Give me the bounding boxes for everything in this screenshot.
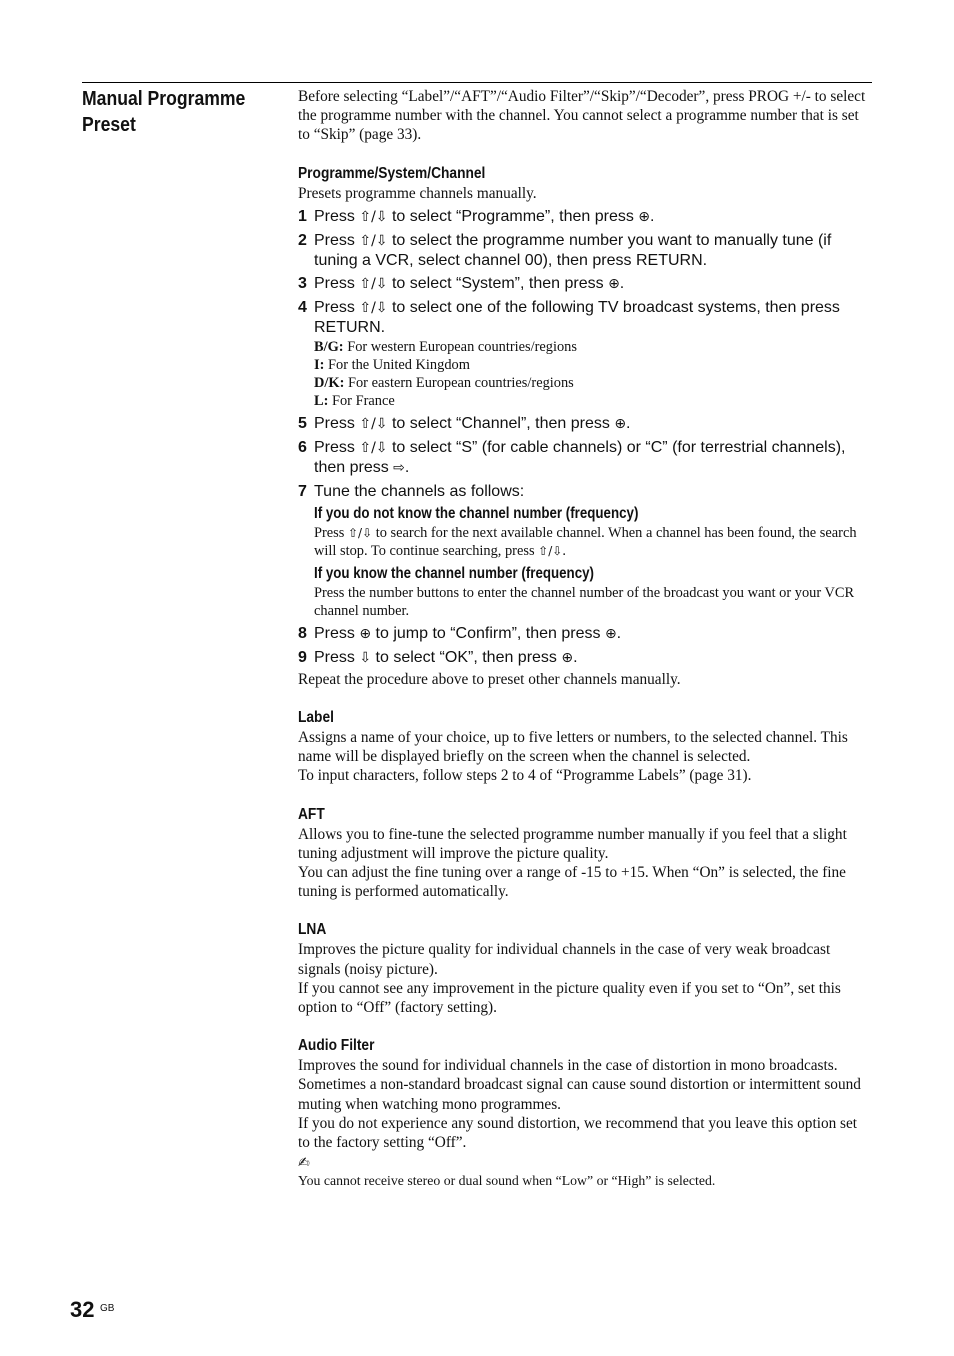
page-suffix: GB: [100, 1303, 115, 1314]
enter-button-icon: ⊕: [638, 208, 651, 225]
step-number: 4: [298, 298, 307, 316]
pscs-section: [298, 164, 871, 689]
lna-p1: Improves the picture quality for individual channels in the case of very weak broadcast signals (noisy picture).: [298, 941, 831, 978]
step-number: 9: [298, 648, 307, 666]
system-code: L:: [314, 392, 329, 409]
page-number: 32: [70, 1297, 95, 1322]
enter-button-icon: ⊕: [614, 415, 627, 432]
unknown-freq-text: [314, 524, 871, 560]
step-text: to select “System”, then press: [387, 274, 609, 292]
system-list: [314, 338, 871, 410]
lna-p2: If you cannot see any improvement in the picture quality even if you set to “On”, set this option to “Off” (factory setting).: [298, 979, 841, 1017]
audio-filter-p2: If you do not experience any sound distortion, we recommend that you leave this option set to the factory setting “Off”.: [298, 1114, 858, 1152]
step-number: 3: [298, 274, 307, 292]
known-freq-heading: If you know the channel number (frequency): [314, 564, 594, 582]
up-down-arrow-icon: ⇧/⇩: [347, 525, 373, 540]
aft-heading: AFT: [298, 805, 325, 823]
label-p2: To input characters, follow steps 2 to 4 of “Programme Labels” (page 31).: [298, 767, 752, 785]
main-content: [298, 87, 871, 1190]
audio-filter-note: You cannot receive stereo or dual sound when “Low” or “High” is selected.: [298, 1173, 716, 1189]
unknown-freq-heading: If you do not know the channel number (frequency): [314, 504, 639, 522]
step-text: Press: [314, 207, 360, 225]
system-desc: For western European countries/regions: [343, 338, 577, 355]
right-arrow-icon: ⇨: [393, 459, 405, 476]
audio-filter-heading: Audio Filter: [298, 1037, 375, 1055]
system-item: [314, 338, 871, 356]
aft-p2: You can adjust the fine tuning over a range of -15 to +15. When “On” is selected, the fine tuning is performed automatically.: [298, 864, 846, 901]
step-7: [298, 482, 871, 501]
top-rule: [82, 82, 872, 83]
step-1: [298, 207, 871, 227]
up-down-arrow-icon: ⇧/⇩: [359, 299, 388, 316]
step-text: Tune the channels as follows:: [314, 482, 525, 500]
enter-button-icon: ⊕: [608, 275, 620, 292]
system-item: [314, 374, 871, 392]
up-down-arrow-icon: ⇧/⇩: [359, 208, 388, 225]
step-text: Press: [314, 624, 360, 642]
step-text: .: [650, 207, 655, 225]
step-text: to select “Channel”, then press: [387, 414, 615, 432]
step-text: .: [616, 624, 622, 642]
known-freq-text: Press the number buttons to enter the channel number of the broadcast you want or your VCR channel number.: [314, 584, 855, 619]
aft-section: [298, 805, 871, 902]
system-item: [314, 392, 871, 410]
step-9: [298, 648, 871, 668]
step-text: Press: [314, 414, 360, 432]
tune-text: .: [562, 542, 566, 559]
step-text: to jump to “Confirm”, then press: [371, 624, 605, 642]
tune-text: to search for the next available channel. When a channel has been found, the search will stop. To continue searching, press: [314, 524, 857, 559]
pscs-desc: Presets programme channels manually.: [298, 184, 537, 202]
tune-text: Press: [314, 524, 348, 541]
step-text: .: [573, 648, 578, 666]
step-text: .: [404, 458, 410, 476]
intro-text: Before selecting “Label”/“AFT”/“Audio Filter”/“Skip”/“Decoder”, press PROG +/- to select the programme number with the channel. You cannot select a programme number that is set to “Skip” (page 33).: [298, 88, 866, 144]
up-down-arrow-icon: ⇧/⇩: [359, 232, 388, 249]
up-down-arrow-icon: ⇧/⇩: [359, 415, 388, 432]
system-desc: For the United Kingdom: [324, 356, 470, 373]
system-desc: For France: [328, 392, 395, 409]
step-number: 6: [298, 438, 307, 456]
system-code: D/K:: [314, 374, 345, 391]
step-text: .: [626, 414, 631, 432]
step-5: [298, 414, 871, 434]
step-6: [298, 438, 871, 478]
step-number: 2: [298, 231, 307, 249]
lna-section: [298, 920, 871, 1017]
step-text: to select the programme number you want to manually tune (if tuning a VCR, select channel 00), then press RETURN.: [314, 231, 832, 269]
system-code: B/G:: [314, 338, 344, 355]
audio-filter-section: [298, 1036, 871, 1190]
note-icon: ✍: [298, 1155, 310, 1172]
down-arrow-icon: ⇩: [359, 649, 372, 666]
label-section: [298, 708, 871, 786]
enter-button-icon: ⊕: [359, 625, 372, 642]
up-down-arrow-icon: ⇧/⇩: [359, 439, 388, 456]
step-text: to select “Programme”, then press: [387, 207, 639, 225]
pscs-heading: Programme/System/Channel: [298, 164, 486, 182]
up-down-arrow-icon: ⇧/⇩: [359, 275, 388, 292]
step-text: to select “OK”, then press: [371, 648, 562, 666]
step-text: Press: [314, 438, 360, 456]
step-text: Press: [314, 231, 360, 249]
audio-filter-p1: Improves the sound for individual channels in the case of distortion in mono broadcasts. Sometimes a non-standard broadcast signal can cause sound distortion or intermittent sound muting when watching mono programmes.: [298, 1057, 861, 1113]
up-down-arrow-icon: ⇧/⇩: [538, 543, 563, 558]
lna-heading: LNA: [298, 921, 327, 939]
step-number: 8: [298, 624, 307, 642]
repeat-text: Repeat the procedure above to preset other channels manually.: [298, 670, 681, 688]
system-item: [314, 356, 871, 374]
enter-button-icon: ⊕: [604, 625, 617, 642]
step-8: [298, 624, 871, 644]
step-text: Press: [314, 648, 360, 666]
step-text: .: [619, 274, 625, 292]
step-text: Press: [314, 274, 360, 292]
step-4: [298, 298, 871, 337]
tune-options: [314, 504, 871, 620]
label-heading: Label: [298, 709, 334, 727]
step-number: 7: [298, 482, 307, 500]
step-text: to select one of the following TV broadcast systems, then press RETURN.: [314, 298, 840, 336]
step-2: [298, 231, 871, 270]
system-code: I:: [314, 356, 325, 373]
step-number: 1: [298, 207, 307, 225]
label-p1: Assigns a name of your choice, up to five letters or numbers, to the selected channel. This name will be displayed briefly on the screen when the channel is selected.: [298, 729, 848, 766]
section-title: Manual Programme Preset: [82, 88, 246, 136]
step-3: [298, 274, 871, 294]
system-desc: For eastern European countries/regions: [344, 374, 574, 391]
enter-button-icon: ⊕: [561, 649, 574, 666]
step-text: Press: [314, 298, 360, 316]
aft-p1: Allows you to fine-tune the selected programme number manually if you feel that a slight tuning adjustment will improve the picture quality.: [298, 825, 847, 862]
step-number: 5: [298, 414, 307, 432]
step-text: to select “S” (for cable channels) or “C” (for terrestrial channels), then press: [314, 438, 846, 476]
